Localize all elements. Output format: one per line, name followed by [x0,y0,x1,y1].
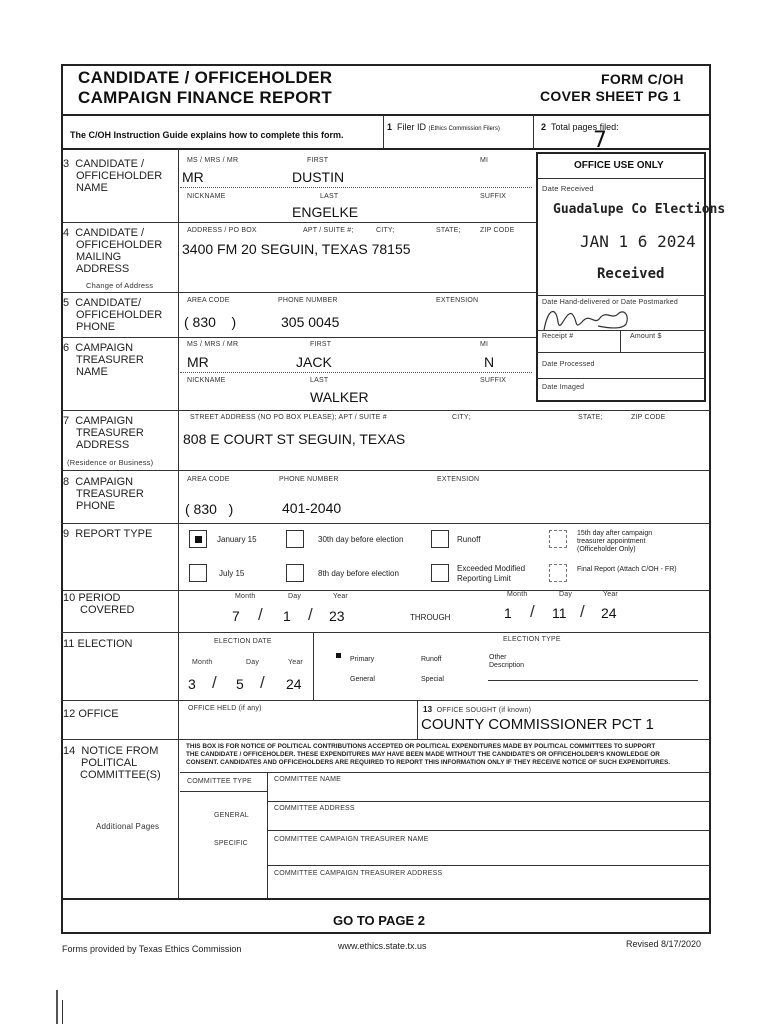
section-title: CAMPAIGN [75,476,134,488]
section-title: OFFICEHOLDER [76,309,163,321]
slash-separator: / [212,673,217,692]
8th-day-checkbox[interactable] [286,564,304,582]
period-from-year[interactable]: 23 [329,608,345,624]
committee-treasurer-name-label: COMMITTEE CAMPAIGN TREASURER NAME [274,836,429,843]
extension-label: EXTENSION [436,297,479,304]
section-number: 8 [63,476,70,488]
section-11-label [63,638,133,650]
divider [537,295,705,296]
divider [180,791,267,792]
divider [61,337,536,338]
year-label: Year [333,593,348,600]
candidate-last-value[interactable]: ENGELKE [292,204,359,220]
period-from-day[interactable]: 1 [283,608,291,624]
exceeded-limit-label [457,564,525,584]
other-line: Description [489,662,525,669]
30th-day-checkbox[interactable] [286,530,304,548]
committee-type-label: COMMITTEE TYPE [187,778,252,785]
section-3-label [63,158,162,194]
divider [180,187,532,188]
divider [533,115,534,148]
section-6-label [63,342,144,378]
treasurer-last-value[interactable]: WALKER [310,389,369,405]
divider [180,772,711,773]
section-number: 5 [63,297,70,309]
divider [61,739,711,740]
year-label: Year [603,591,618,598]
instruction-text: The C/OH Instruction Guide explains how to complete this form. [70,130,344,140]
slash-separator: / [530,602,535,621]
divider [61,632,711,633]
section-14-label [63,745,161,781]
section-title: NAME [76,366,108,378]
section-title: COMMITTEE(S) [80,769,161,781]
primary-label: Primary [350,656,375,663]
15th-day-line: treasurer appointment [577,538,646,545]
suffix-label: SUFFIX [480,193,507,200]
section-number: 9 [63,528,70,540]
total-pages-text: Total pages filed: [551,122,619,132]
section-4-label [63,227,162,275]
slash-separator: / [308,605,313,624]
change-of-address-label: Change of Address [86,281,154,290]
specific-label: SPECIFIC [214,840,248,847]
state-label: STATE; [436,227,461,234]
section-title: PERIOD [78,592,121,604]
state-label: STATE; [578,414,603,421]
general-label: GENERAL [214,812,249,819]
slash-separator: / [580,602,585,621]
july-15-checkbox[interactable] [189,564,207,582]
day-label: Day [559,591,573,598]
section-number: 12 [63,708,76,720]
revised-text: Revised 8/17/2020 [626,939,702,949]
period-to-month[interactable]: 1 [504,605,512,621]
exceeded-limit-checkbox[interactable] [431,564,449,582]
section-title: REPORT TYPE [75,528,153,540]
area-code-label: AREA CODE [187,297,230,304]
phone-number-label: PHONE NUMBER [278,297,338,304]
runoff-label: Runoff [421,656,442,663]
divider [61,898,711,900]
candidate-address-value[interactable]: 3400 FM 20 SEGUIN, TEXAS 78155 [182,241,411,257]
receipt-label: Receipt # [542,333,574,340]
date-imaged-label: Date Imaged [542,384,585,391]
month-label: Month [235,593,256,600]
election-date-label: ELECTION DATE [214,638,272,645]
general-label: General [350,676,375,683]
section-title: NAME [76,182,108,194]
section-title: ELECTION [77,638,133,650]
mi-label: MI [480,341,489,348]
15th-day-line: (Officeholder Only) [577,546,636,553]
candidate-title-value[interactable]: MR [182,169,204,185]
committee-name-label: COMMITTEE NAME [274,776,341,783]
hand-delivered-label: Date Hand-delivered or Date Postmarked [542,299,678,306]
section-number: 11 [63,638,75,650]
runoff-checkbox[interactable] [431,530,449,548]
other-label [489,654,524,670]
candidate-phone-value[interactable]: 305 0045 [281,314,340,330]
city-label: CITY; [452,414,471,421]
through-label: THROUGH [410,613,451,622]
section-number: 10 [63,592,76,604]
committee-notice [186,743,706,767]
section-number: 6 [63,342,70,354]
filer-id-label [387,122,500,132]
date-received-label: Date Received [542,184,594,193]
section-number: 4 [63,227,70,239]
day-label: Day [246,659,260,666]
scan-edge [62,1000,63,1024]
area-code-label: AREA CODE [187,476,230,483]
mi-label: MI [480,157,489,164]
forms-provided-text: Forms provided by Texas Ethics Commission [62,944,242,954]
section-title: COVERED [80,604,135,616]
zip-label: ZIP CODE [631,414,666,421]
15th-day-line: 15th day after campaign [577,530,653,537]
treasurer-address-value[interactable]: 808 E COURT ST SEGUIN, TEXAS [183,431,406,447]
committee-treasurer-address-label: COMMITTEE CAMPAIGN TREASURER ADDRESS [274,870,443,877]
last-label: LAST [320,193,339,200]
filer-id-text: Filer ID [397,122,427,132]
day-label: Day [288,593,302,600]
phone-number-label: PHONE NUMBER [279,476,339,483]
section-title: CANDIDATE / [75,158,145,170]
go-to-page-2: GO TO PAGE 2 [333,913,425,928]
title-label: MS / MRS / MR [187,341,239,348]
section-title: PHONE [76,321,116,333]
divider [267,772,268,898]
8th-day-label: 8th day before election [318,569,399,578]
form-cover-sheet: COVER SHEET PG 1 [540,88,681,104]
15th-day-checkbox[interactable] [549,530,567,548]
divider [313,633,314,700]
scan-edge [56,990,58,1024]
stamp-received: Received [597,266,665,282]
additional-pages-label: Additional Pages [96,822,160,831]
treasurer-phone-value[interactable]: 401-2040 [282,500,342,516]
year-label: Year [288,659,303,666]
treasurer-title-value[interactable]: MR [187,354,209,370]
divider [267,830,711,831]
slash-separator: / [260,673,265,692]
treasurer-first-value[interactable]: JACK [296,354,332,370]
divider [383,115,384,148]
divider [61,222,536,223]
title-label: MS / MRS / MR [187,157,239,164]
section-10-label [63,592,134,616]
15th-day-label [577,530,652,554]
section-number: 13 [423,705,433,714]
divider [61,114,711,116]
residence-label: (Residence or Business) [67,458,154,467]
filer-id-sub: (Ethics Commission Filers) [428,126,500,132]
office-use-title: OFFICE USE ONLY [574,160,664,171]
runoff-label: Runoff [457,535,481,544]
address-label: ADDRESS / PO BOX [187,227,257,234]
january-15-label: January 15 [217,535,257,544]
form-title-line1: CANDIDATE / OFFICEHOLDER [78,68,333,87]
divider [180,372,532,373]
month-label: Month [192,659,213,666]
month-label: Month [507,591,528,598]
nickname-label: NICKNAME [187,193,226,200]
extension-label: EXTENSION [437,476,480,483]
election-day-value[interactable]: 5 [236,676,244,692]
form-title-line2: CAMPAIGN FINANCE REPORT [78,88,333,107]
divider [537,352,705,353]
divider [61,470,711,471]
section-title: OFFICEHOLDER [76,170,163,182]
divider [267,801,711,802]
section-5-label [63,297,162,333]
street-address-label: STREET ADDRESS (NO PO BOX PLEASE); APT / SUITE # [190,414,387,421]
period-from-month[interactable]: 7 [232,608,240,624]
section-title: NOTICE FROM [81,745,159,757]
other-line: Other [489,654,507,661]
nickname-label: NICKNAME [187,377,226,384]
divider [537,178,705,179]
divider [61,292,536,293]
divider [267,865,711,866]
suffix-label: SUFFIX [480,377,507,384]
office-sought-text: OFFICE SOUGHT (if known) [436,707,532,714]
first-label: FIRST [307,157,329,164]
slash-separator: / [258,605,263,624]
section-title: TREASURER [76,488,144,500]
divider [61,410,711,411]
special-label: Special [421,676,444,683]
january-15-checkbox[interactable] [189,530,207,548]
office-sought-label [423,705,531,714]
section-12-label [63,708,119,720]
30th-day-label: 30th day before election [318,535,404,544]
section-9-label [63,528,152,540]
office-held-label: OFFICE HELD (if any) [188,705,262,712]
form-id: FORM C/OH [601,71,684,87]
city-label: CITY; [376,227,395,234]
divider [61,700,711,701]
section-title: OFFICEHOLDER [76,239,163,251]
notice-line: THIS BOX IS FOR NOTICE OF POLITICAL CONTRIBUTIONS ACCEPTED OR POLITICAL EXPENDITURES MADE BY POLITICAL COMMITTEES TO SUPPORT [186,743,656,750]
total-pages-value[interactable]: 7 [593,128,607,153]
exceeded-line: Exceeded Modified [457,564,526,573]
amount-label: Amount $ [630,333,662,340]
election-month-value[interactable]: 3 [188,676,196,692]
section-number: 14 [63,745,76,757]
date-processed-label: Date Processed [542,361,595,368]
divider [537,330,705,331]
stamp-date: JAN 1 6 2024 [580,232,696,251]
first-label: FIRST [310,341,332,348]
section-title: CAMPAIGN [75,342,134,354]
candidate-first-value[interactable]: DUSTIN [292,169,345,185]
primary-checkbox-mark[interactable] [336,653,341,658]
section-title: ADDRESS [76,439,130,451]
section-title: TREASURER [76,354,144,366]
filer-id-number: 1 [387,122,393,132]
election-year-value[interactable]: 24 [286,676,302,692]
stamp-county: Guadalupe Co Elections [553,202,726,217]
period-to-day[interactable]: 11 [552,605,567,621]
section-7-label [63,415,144,451]
zip-label: ZIP CODE [480,227,515,234]
election-type-label: ELECTION TYPE [503,636,561,643]
divider [61,523,711,524]
divider [537,378,705,379]
website-text: www.ethics.state.tx.us [338,941,427,951]
july-15-label: July 15 [219,569,245,578]
treasurer-mi-value[interactable]: N [484,354,495,370]
section-title: ADDRESS [76,263,130,275]
office-sought-value[interactable]: COUNTY COMMISSIONER PCT 1 [421,716,654,733]
section-title: CANDIDATE / [75,227,145,239]
committee-address-label: COMMITTEE ADDRESS [274,805,355,812]
apt-label: APT / SUITE #; [303,227,354,234]
total-pages-number: 2 [541,122,547,132]
period-to-year[interactable]: 24 [601,605,617,621]
notice-line: CONSENT. CANDIDATES AND OFFICEHOLDERS ARE REQUIRED TO REPORT THIS INFORMATION ONLY IF THEY RECEIVE NOTICE OF SUCH EXPENDITURES. [186,759,671,766]
section-number: 3 [63,158,70,170]
treasurer-area-code-value[interactable]: ( 830 ) [185,501,234,517]
notice-line: THE CANDIDATE / OFFICEHOLDER. THESE EXPENDITURES MAY HAVE BEEN MADE WITHOUT THE CANDIDATE'S OR OFFICEHOLDER'S KNOWLEDGE OR [186,751,660,758]
section-title: PHONE [76,500,116,512]
section-title: MAILING [76,251,122,263]
exceeded-line: Reporting Limit [457,574,511,583]
final-report-checkbox[interactable] [549,564,567,582]
section-title: TREASURER [76,427,144,439]
checkbox-mark [195,536,202,543]
divider [61,148,711,150]
candidate-area-code-value[interactable]: ( 830 ) [184,314,237,330]
section-title: POLITICAL [81,757,138,769]
final-report-label: Final Report (Attach C/OH - FR) [577,566,677,573]
last-label: LAST [310,377,329,384]
divider [620,330,621,352]
divider [417,701,418,739]
section-number: 7 [63,415,70,427]
description-line [488,680,698,681]
section-title: CANDIDATE/ [75,297,142,309]
section-8-label [63,476,144,512]
section-title: CAMPAIGN [75,415,134,427]
section-title: OFFICE [78,708,119,720]
